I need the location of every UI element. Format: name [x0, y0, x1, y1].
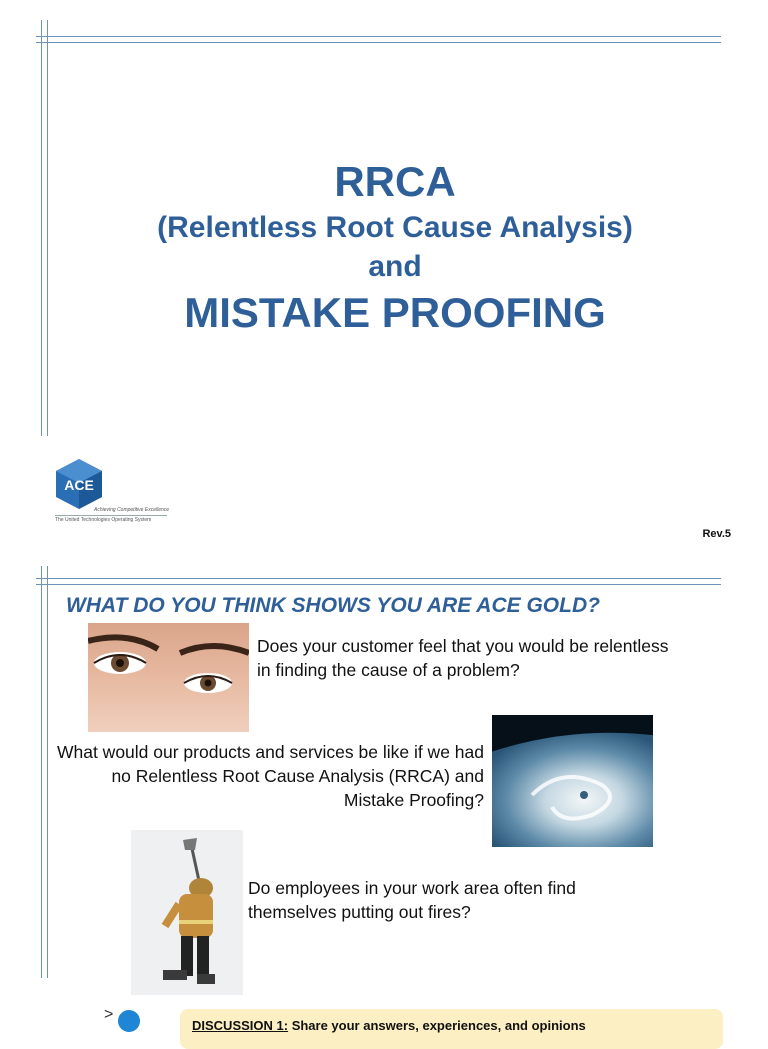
discussion-body: Share your answers, experiences, and opinions — [288, 1018, 586, 1033]
slide1-top-rule-2 — [36, 42, 721, 43]
hurricane-photo — [492, 715, 653, 847]
logo-tagline: Achieving Competitive Excellence — [94, 507, 170, 513]
question-fires: Do employees in your work area often find themselves putting out fires? — [248, 878, 576, 922]
slide2-left-rule-2 — [47, 566, 48, 978]
logo-divider — [55, 515, 167, 516]
logo-subline: The United Technologies Operating System — [55, 517, 152, 523]
slide2-top-rule — [36, 578, 721, 579]
slide1-title-2: MISTAKE PROOFING — [184, 289, 606, 336]
eyes-photo — [88, 623, 249, 732]
slide2-heading: WHAT DO YOU THINK SHOWS YOU ARE ACE GOLD? — [66, 594, 600, 617]
question-customer: Does your customer feel that you would be relentless in finding the cause of a problem? — [257, 636, 669, 680]
arrow-icon: > — [104, 1006, 114, 1023]
discussion-box — [180, 1009, 723, 1049]
slide1-subtitle: (Relentless Root Cause Analysis) — [157, 211, 633, 244]
slide1-title: RRCA — [334, 158, 456, 205]
question-products: What would our products and services be like if we had no Relentless Root Cause Analysis (RRCA) and Mistake Proofing? — [56, 742, 484, 810]
firefighter-photo — [131, 830, 243, 995]
discussion-text — [192, 1018, 586, 1033]
slide1-conjunction: and — [368, 250, 422, 283]
ace-logo-text: ACE — [64, 477, 94, 493]
ace-logo-icon — [54, 458, 104, 510]
revision-label: Rev.5 — [702, 528, 731, 540]
discussion-bullet-icon — [118, 1010, 140, 1032]
slide2-left-rule — [41, 566, 42, 978]
slide1-top-rule — [36, 36, 721, 37]
discussion-lead: DISCUSSION 1: — [192, 1018, 289, 1033]
slide2-top-rule-2 — [36, 584, 721, 585]
